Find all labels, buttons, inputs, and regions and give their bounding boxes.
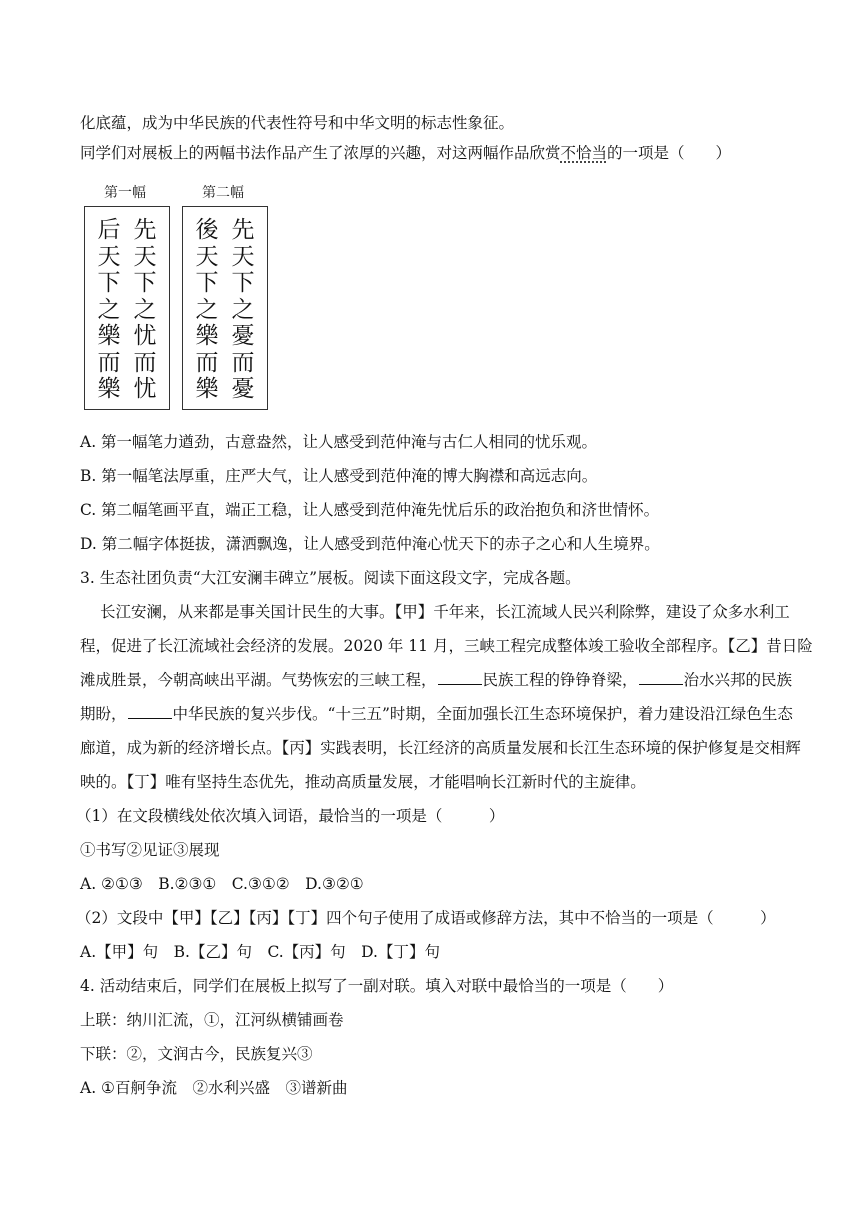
callig-char: 樂 (97, 323, 121, 349)
couplet-upper: 上联：纳川汇流，①，江河纵横铺画卷 (80, 1011, 344, 1029)
passage-line-5: 廊道，成为新的经济增长点。【丙】实践表明，长江经济的高质量发展和长江生态环境的保护修复是交相辉 (80, 739, 801, 757)
callig-char: 憂 (231, 376, 255, 402)
passage-line-2: 程，促进了长江流域社会经济的发展。2020 年 11 月，三峡工程完成整体竣工验收全部程序。【乙】昔日险 (80, 637, 813, 655)
callig-char: 下 (133, 270, 157, 296)
callig-char: 天 (133, 243, 157, 270)
work1-right-column (128, 217, 162, 403)
callig-char: 之 (133, 296, 157, 323)
callig-char: 后 (97, 217, 121, 243)
fill-blank-2 (639, 670, 683, 685)
passage-line-6: 映的。【丁】唯有坚持生态优先，推动高质量发展，才能唱响长江新时代的主旋律。 (80, 773, 646, 791)
callig-char: 下 (195, 270, 219, 296)
callig-char: 天 (195, 243, 219, 270)
passage-text: 期盼， (80, 705, 127, 723)
callig-char: 之 (97, 296, 121, 323)
passage-text: 治水兴邦的民族 (683, 671, 793, 689)
stem-text-post: 的一项是（ ） (607, 144, 732, 162)
calligraphy-work-1 (84, 206, 170, 410)
option-c: C. 第二幅笔画平直，端正工稳，让人感受到范仲淹先忧后乐的政治抱负和济世情怀。 (80, 501, 660, 519)
option-a: A. 第一幅笔力遒劲，古意盎然，让人感受到范仲淹与古仁人相同的忧乐观。 (80, 433, 598, 451)
sub-question-2: （2）文段中【甲】【乙】【丙】【丁】四个句子使用了成语或修辞方法，其中不恰当的一项是（ ） (76, 909, 776, 927)
callig-char: 天 (97, 243, 121, 270)
callig-char: 先 (231, 217, 255, 243)
stem-text-pre: 同学们对展板上的两幅书法作品产生了浓厚的兴趣，对这两幅作品欣赏 (80, 144, 561, 162)
calligraphy-figure (84, 182, 274, 412)
callig-char: 忧 (133, 323, 157, 349)
callig-char: 樂 (97, 376, 121, 402)
option-d: D. 第二幅字体挺拔，潇洒飘逸，让人感受到范仲淹心忧天下的赤子之心和人生境界。 (80, 535, 660, 553)
callig-char: 樂 (195, 323, 219, 349)
fill-blank-1 (438, 670, 482, 685)
fill-blank-3 (128, 704, 172, 719)
work1-label: 第一幅 (104, 185, 146, 201)
question-2-stem (80, 143, 731, 163)
calligraphy-work-2 (182, 206, 268, 410)
callig-char: 憂 (231, 323, 255, 349)
couplet-lower: 下联：②，文润古今，民族复兴③ (80, 1045, 313, 1063)
callig-char: 樂 (195, 376, 219, 402)
question-3-heading: 3. 生态社团负责“大江安澜丰碑立”展板。阅读下面这段文字，完成各题。 (80, 569, 581, 587)
passage-line-3 (80, 670, 792, 690)
question-4-option-a: A. ①百舸争流 ②水利兴盛 ③谱新曲 (80, 1079, 348, 1097)
intro-line: 化底蕴，成为中华民族的代表性符号和中华文明的标志性象征。 (80, 114, 515, 132)
callig-char: 下 (231, 270, 255, 296)
callig-char: 下 (97, 270, 121, 296)
sub-question-1: （1）在文段横线处依次填入词语，最恰当的一项是（ ） (76, 807, 505, 825)
work2-left-column (190, 217, 224, 403)
option-b: B. 第一幅笔法厚重，庄严大气，让人感受到范仲淹的博大胸襟和高远志向。 (80, 467, 598, 485)
callig-char: 之 (231, 296, 255, 323)
passage-line-1: 长江安澜，从来都是事关国计民生的大事。【甲】千年来，长江流域人民兴利除弊，建设了众多水利工 (100, 603, 790, 621)
callig-char: 而 (231, 349, 255, 376)
callig-char: 後 (195, 217, 219, 243)
callig-char: 忧 (133, 376, 157, 402)
passage-line-4 (80, 704, 793, 724)
callig-char: 之 (195, 296, 219, 323)
callig-char: 天 (231, 243, 255, 270)
callig-char: 而 (97, 349, 121, 376)
question-4-heading: 4. 活动结束后，同学们在展板上拟写了一副对联。填入对联中最恰当的一项是（ ） (80, 977, 674, 995)
passage-text: 中华民族的复兴步伐。“十三五”时期，全面加强长江生态环境保护，着力建设沿江绿色生态 (172, 705, 793, 723)
sub-question-1-options: A. ②①③ B.②③① C.③①② D.③②① (80, 875, 364, 893)
callig-char: 先 (133, 217, 157, 243)
passage-text: 滩成胜景，今朝高峡出平湖。气势恢宏的三峡工程， (80, 671, 437, 689)
sub-question-2-options: A.【甲】句 B.【乙】句 C.【丙】句 D.【丁】句 (80, 943, 440, 961)
work2-right-column (226, 217, 260, 403)
callig-char: 而 (133, 349, 157, 376)
passage-text: 民族工程的铮铮脊梁， (482, 671, 638, 689)
emphasis-dots-text: 不恰当 (560, 144, 608, 162)
work2-label: 第二幅 (202, 185, 244, 201)
work1-left-column (92, 217, 126, 403)
sub-question-1-words: ①书写②见证③展现 (80, 841, 220, 859)
callig-char: 而 (195, 349, 219, 376)
